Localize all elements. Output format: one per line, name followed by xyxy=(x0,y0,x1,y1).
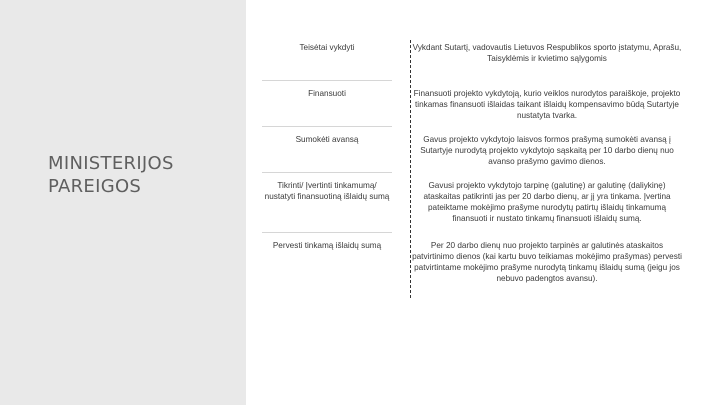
row-separator xyxy=(262,232,392,233)
row-description: Gavusi projekto vykdytojo tarpinę (galutinę) ar galutinę (daliykinę) ataskaitas patikrinti jas per 20 darbo dienų, ar jį yra tinkama. Įvertina pateiktame mokėjimo prašyme nurodytų patirtų išlaidų tinkamumą finansuoti ir nustato tinkamų finansuoti išlaidų sumą. xyxy=(423,181,671,223)
row-label: Pervesti tinkamą išlaidų sumą xyxy=(272,241,382,250)
row-separator xyxy=(262,126,392,127)
left-panel xyxy=(0,0,246,405)
row-description: Per 20 darbo dienų nuo projekto tarpinės ar galutinės ataskaitos patvirtinimo dienos (kai kartu buvo teikiamas mokėjimo prašymas) pervesti patvirtintame mokėjimo prašyme nurodytą tinkamų išlaidų sumą (jeigu jos nebuvo padengtos avansu). xyxy=(412,241,682,283)
row-separator xyxy=(262,80,392,81)
row-label: Teisėtai vykdyti xyxy=(299,43,355,52)
row-description: Vykdant Sutartį, vadovautis Lietuvos Respublikos sporto įstatymu, Aprašu, Taisyklėmis ir kvietimo sąlygomis xyxy=(412,43,682,63)
row-label: Finansuoti xyxy=(308,89,346,98)
panel-title: MINISTERIJOS PAREIGOS xyxy=(48,153,174,197)
row-description: Gavus projekto vykdytojo laisvos formos prašymą sumokėti avansą į Sutartyje nurodytą projekto vykdytojo sąskaitą per 10 darbo dienų nuo avanso prašymo gavimo dienos. xyxy=(420,135,674,166)
row-separator xyxy=(262,172,392,173)
row-label: Sumokėti avansą xyxy=(295,135,359,144)
row-label: Tikrinti/ Įvertinti tinkamumą/ nustatyti finansuotiną išlaidų sumą xyxy=(264,181,390,201)
column-divider xyxy=(410,40,411,298)
row-description: Finansuoti projekto vykdytoją, kurio veiklos nurodytos paraiškoje, projekto tinkamas finansuoti išlaidas taikant išlaidų kompensavimo būdą Sutartyje nustatyta tvarka. xyxy=(413,89,681,120)
